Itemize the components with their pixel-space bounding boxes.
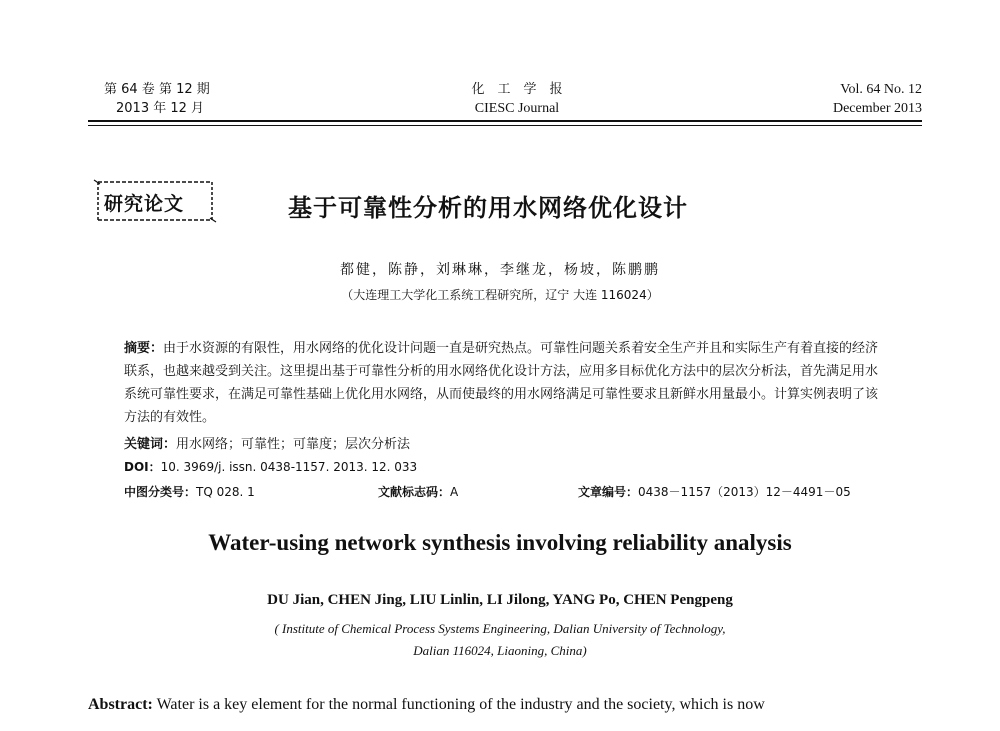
keywords-text: 用水网络；可靠性；可靠度；层次分析法	[176, 437, 411, 452]
doc-code-value: A	[450, 485, 459, 499]
keywords-label: 关键词：	[124, 437, 177, 452]
abstract-en	[88, 692, 924, 718]
document-code	[378, 483, 458, 500]
abstract-cn	[124, 337, 886, 429]
journal-issue-info	[104, 80, 210, 118]
header-rule-thick	[88, 120, 922, 122]
authors-cn: 都健，陈静，刘琳琳，李继龙，杨坡，陈鹏鹏	[340, 262, 660, 278]
volume-issue: 第 64 卷 第 12 期	[104, 82, 210, 97]
doi-label: DOI：	[124, 460, 161, 474]
doc-code-label: 文献标志码：	[378, 485, 451, 499]
affiliation-cn: （大连理工大学化工系统工程研究所，辽宁 大连 116024）	[341, 288, 659, 302]
abstract-cn-text: 由于水资源的有限性，用水网络的优化设计问题一直是研究热点。可靠性问题关系着安全生产并且和实际生产有着直接的经济联系，也越来越受到关注。这里提出基于可靠性分析的用水网络优化设计方法，应用多目标优化方法中的层次分析法，首先满足用水系统可靠性要求，在满足可靠性基础上优化用水网络，从而使最终的用水网络满足可靠性要求且新鲜水用量最小。计算实例表明了该方法的有效性。	[124, 341, 879, 425]
article-no-label: 文章编号：	[578, 485, 639, 499]
keywords	[124, 433, 410, 452]
title-cn: 基于可靠性分析的用水网络优化设计	[288, 194, 688, 222]
issue-date-en: December 2013	[832, 101, 922, 116]
issue-date-cn: 2013 年 12 月	[116, 101, 205, 116]
journal-name-en: CIESC Journal	[474, 101, 560, 116]
article-no-value: 0438－1157（2013）12－4491－05	[638, 485, 851, 499]
authors-en: DU Jian, CHEN Jing, LIU Linlin, LI Jilong, YANG Po, CHEN Pengpeng	[267, 592, 733, 608]
article-number	[578, 483, 851, 500]
doi	[124, 458, 417, 475]
affiliation-en-line1: ( Institute of Chemical Process Systems Engineering, Dalian University of Technology,	[274, 621, 726, 636]
title-en: Water-using network synthesis involving reliability analysis	[208, 530, 792, 555]
abstract-cn-label: 摘要：	[124, 341, 164, 356]
volume-number-en: Vol. 64 No. 12	[840, 82, 922, 97]
section-badge	[92, 178, 217, 224]
journal-volume-en	[833, 80, 922, 118]
abstract-en-text: Water is a key element for the normal functioning of the industry and the society, which is now	[156, 696, 765, 713]
clc-value: TQ 028. 1	[196, 485, 255, 499]
header-rule-thin	[88, 125, 922, 126]
affiliation-en-line2: Dalian 116024, Liaoning, China)	[413, 643, 587, 658]
journal-name	[452, 80, 582, 118]
section-badge-label: 研究论文	[104, 193, 185, 215]
journal-name-cn: 化工学报	[471, 82, 576, 97]
abstract-en-label: Abstract:	[88, 696, 153, 713]
clc-label: 中图分类号：	[124, 485, 197, 499]
clc-number	[124, 483, 255, 500]
doi-text: 10. 3969/j. issn. 0438-1157. 2013. 12. 033	[160, 460, 418, 474]
